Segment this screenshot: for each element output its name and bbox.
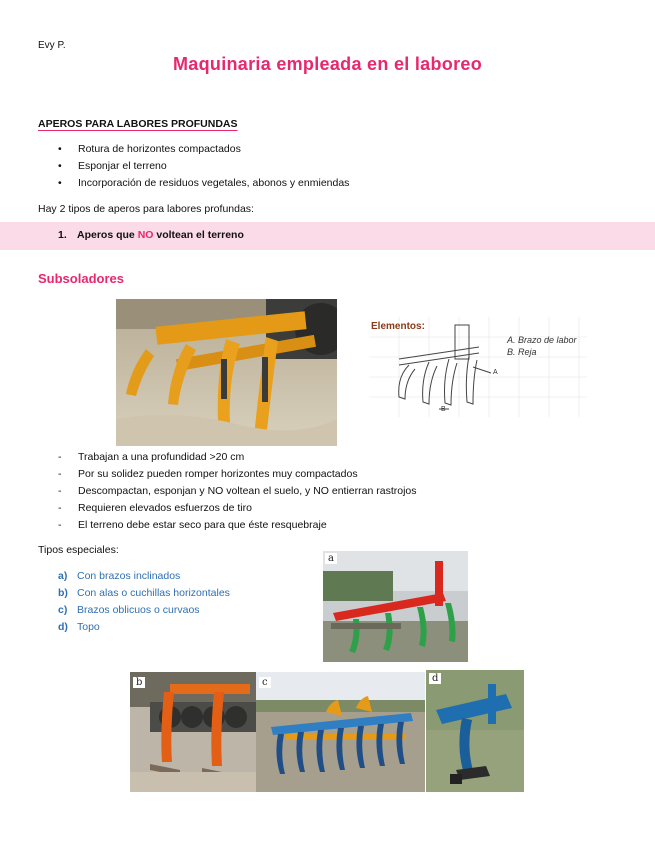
list-item: b) Con alas o cuchillas horizontales bbox=[58, 587, 230, 599]
photo-d-mole-plough bbox=[426, 670, 524, 792]
photo-a-inclined-arms bbox=[323, 551, 468, 662]
diagram-legend-a: A. Brazo de labor bbox=[507, 335, 577, 345]
special-types-intro: Tipos especiales: bbox=[38, 544, 119, 556]
intro-text: Hay 2 tipos de aperos para labores profundas: bbox=[38, 203, 254, 215]
diagram-title: Elementos: bbox=[371, 321, 425, 332]
photo-b-horizontal-blades bbox=[130, 672, 256, 792]
photo-c-oblique-arms bbox=[256, 672, 425, 792]
list-item: - Descompactan, esponjan y NO voltean el suelo, y NO entierran rastrojos bbox=[58, 483, 417, 500]
item-number: 1. bbox=[58, 229, 67, 241]
list-item: • Incorporación de residuos vegetales, abonos y enmiendas bbox=[58, 175, 349, 192]
list-item: • Esponjar el terreno bbox=[58, 158, 349, 175]
photo-b-label: b bbox=[133, 677, 145, 688]
diagram-legend-b: B. Reja bbox=[507, 347, 537, 357]
numbered-item: 1. Aperos que NO voltean el terreno bbox=[58, 229, 244, 241]
list-item: - El terreno debe estar seco para que éste resquebraje bbox=[58, 517, 417, 534]
subsoiler-photo bbox=[116, 299, 337, 446]
photo-c-label: c bbox=[259, 677, 271, 688]
list-item: - Requieren elevados esfuerzos de tiro bbox=[58, 500, 417, 517]
no-highlight: NO bbox=[137, 229, 154, 241]
subsoiler-diagram bbox=[369, 317, 587, 417]
list-item: - Trabajan a una profundidad >20 cm bbox=[58, 449, 417, 466]
list-item: c) Brazos oblicuos o curvaos bbox=[58, 604, 200, 616]
list-item: d) Topo bbox=[58, 621, 100, 633]
list-item: a) Con brazos inclinados bbox=[58, 570, 181, 582]
purposes-list bbox=[58, 141, 349, 192]
page-title: Maquinaria empleada en el laboreo bbox=[173, 54, 482, 74]
diagram-mark-a: A bbox=[493, 369, 498, 376]
list-item: • Rotura de horizontes compactados bbox=[58, 141, 349, 158]
special-types-list bbox=[58, 568, 230, 636]
section-heading: APEROS PARA LABORES PROFUNDAS bbox=[38, 118, 238, 130]
photo-d-label: d bbox=[429, 673, 441, 684]
features-list bbox=[58, 449, 417, 534]
diagram-mark-b: B bbox=[441, 406, 446, 413]
subheading: Subsoladores bbox=[38, 271, 124, 286]
author-name: Evy P. bbox=[38, 40, 66, 51]
list-item: - Por su solidez pueden romper horizontes muy compactados bbox=[58, 466, 417, 483]
photo-a-label: a bbox=[325, 553, 337, 564]
